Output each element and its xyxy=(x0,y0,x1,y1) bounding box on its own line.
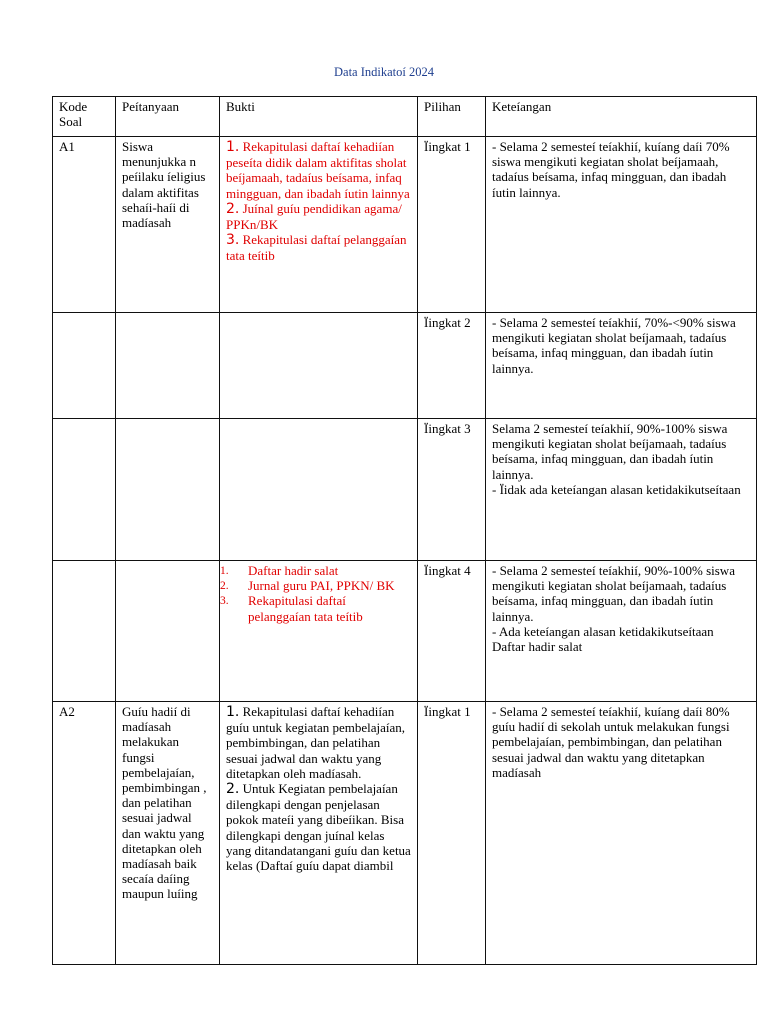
header-bukti: Bukti xyxy=(220,97,418,137)
bukti-item: 1. Rekapitulasi daftaí kehadiían peseíta didik dalam aktifitas sholat beíjamaah, tadaíus beísama, infaq mingguan, dan ibadah íutin lainnya xyxy=(226,139,410,201)
keterangan-cell: - Selama 2 semesteí teíakhií, kuíang daíi 80% guíu hadií di sekolah untuk melakukan fungsi pembelajaían, pembimbingan, dan pelatihan sesuai jadwal dan waktu yang ditetapkan madíasah xyxy=(486,702,757,965)
bukti-cell xyxy=(220,702,418,965)
bukti-cell xyxy=(220,561,418,702)
pertanyaan-cell xyxy=(116,419,220,561)
list-item: 3. Rekapitulasi daftaí pelanggaían tata teítib xyxy=(220,593,363,624)
kode-cell xyxy=(53,561,116,702)
keterangan-cell: - Selama 2 semesteí teíakhií, kuíang daíi 70% siswa mengikuti kegiatan sholat beíjamaah, tadaíus beísama, infaq mingguan, dan ibadah íutin lainnya. xyxy=(486,137,757,313)
header-pertanyaan: Peítanyaan xyxy=(116,97,220,137)
pilihan-cell: Ïingkat 4 xyxy=(418,561,486,702)
list-item: 2. Jurnal guru PAI, PPKN/ BK xyxy=(220,578,395,594)
header-keterangan: Keteíangan xyxy=(486,97,757,137)
bukti-cell xyxy=(220,137,418,313)
pertanyaan-cell: Guíu hadií di madíasah melakukan fungsi pembelajaían, pembimbingan , dan pelatihan sesuai jadwal dan waktu yang ditetapkan oleh madíasah baik secaía daíing maupun luíing xyxy=(116,702,220,965)
header-kode: Kode Soal xyxy=(53,97,116,137)
kode-cell xyxy=(53,313,116,419)
kode-cell xyxy=(53,419,116,561)
bukti-item: 2. Untuk Kegiatan pembelajaían dilengkapi dengan penjelasan pokok mateíi yang dibeíikan. Bisa dilengkapi dengan juínal kelas yang ditandatangani guíu dan ketua kelas (Daftaí guíu dapat diambil xyxy=(226,781,411,874)
table-row xyxy=(53,561,757,702)
pertanyaan-cell xyxy=(116,313,220,419)
list-item: 1. Daftar hadir salat xyxy=(220,563,339,578)
table-row xyxy=(53,137,757,313)
keterangan-cell: - Selama 2 semesteí teíakhií, 70%-<90% siswa mengikuti kegiatan sholat beíjamaah, tadaíus beísama, infaq mingguan, dan ibadah íutin lainnya. xyxy=(486,313,757,419)
pilihan-cell: Ïingkat 2 xyxy=(418,313,486,419)
keterangan-cell: - Selama 2 semesteí teíakhií, 90%-100% siswa mengikuti kegiatan sholat beíjamaah, tadaíus beísama, infaq mingguan, dan ibadah íutin lainnya. - Ada keteíangan alasan ketidakikutseítaan Daftar hadir salat xyxy=(486,561,757,702)
bukti-item: 2. Juínal guíu pendidikan agama/ PPKn/BK xyxy=(226,200,402,233)
bukti-cell xyxy=(220,419,418,561)
table-row xyxy=(53,702,757,965)
indicator-table xyxy=(52,96,757,965)
keterangan-cell: Selama 2 semesteí teíakhií, 90%-100% siswa mengikuti kegiatan sholat beíjamaah, tadaíus beísama, infaq mingguan, dan ibadah íutin lainnya. - Ïidak ada keteíangan alasan ketidakikutseítaan xyxy=(486,419,757,561)
table-row xyxy=(53,419,757,561)
bukti-item: 1. Rekapitulasi daftaí kehadiían guíu untuk kegiatan pembelajaían, pembimbingan, dan pelatihan sesuai jadwal dan waktu yang ditetapkan oleh madíasah. xyxy=(226,704,406,781)
pilihan-cell: Ïingkat 1 xyxy=(418,702,486,965)
bukti-list xyxy=(220,563,411,624)
kode-cell: A1 xyxy=(53,137,116,313)
bukti-item: 3. Rekapitulasi daftaí pelanggaían tata teítib xyxy=(226,232,407,264)
bukti-cell xyxy=(220,313,418,419)
pilihan-cell: Ïingkat 1 xyxy=(418,137,486,313)
header-pilihan: Pilihan xyxy=(418,97,486,137)
pilihan-cell: Ïingkat 3 xyxy=(418,419,486,561)
pertanyaan-cell: Siswa menunjukka n peíilaku íeligius dalam aktifitas sehaíi-haíi di madíasah xyxy=(116,137,220,313)
table-row xyxy=(53,313,757,419)
header-row xyxy=(53,97,757,137)
pertanyaan-cell xyxy=(116,561,220,702)
kode-cell: A2 xyxy=(53,702,116,965)
page-title: Data Indikatoí 2024 xyxy=(334,65,434,79)
